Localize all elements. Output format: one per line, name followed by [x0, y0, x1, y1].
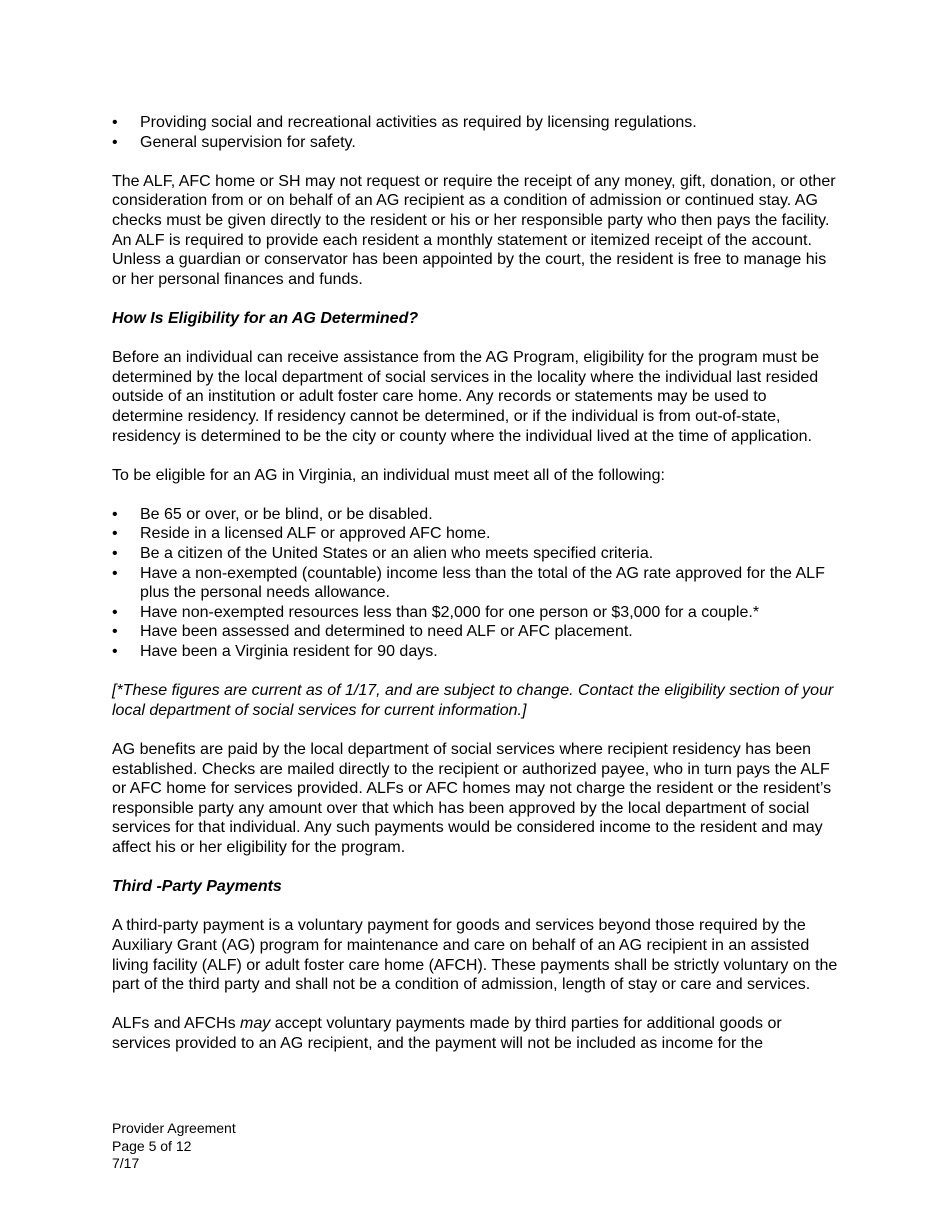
emphasis-may: may — [240, 1015, 271, 1033]
list-item: • Be a citizen of the United States or an alien who meets specified criteria. — [112, 544, 842, 564]
paragraph-payment-restrictions: The ALF, AFC home or SH may not request or require the receipt of any money, gift, donation, or other consideration from or on behalf of an AG recipient as a condition of admission or continued stay. AG checks must be given directly to the resident or his or her responsible party who then pays the facility. An ALF is required to provide each resident a monthly statement or itemized receipt of the account. Unless a guardian or conservator has been appointed by the court, the resident is free to manage his or her personal finances and funds. — [112, 172, 836, 288]
note-figures: [*These figures are current as of 1/17, and are subject to change. Contact the eligibility section of your local department of social services for current information.] — [112, 682, 834, 719]
criteria-bullet-list — [112, 505, 842, 662]
footer-title: Provider Agreement — [112, 1120, 236, 1136]
list-item: • Have a non-exempted (countable) income less than the total of the AG rate approved for the ALF plus the personal needs allowance. — [112, 564, 842, 603]
paragraph-benefits: AG benefits are paid by the local department of social services where recipient residency has been established. Checks are mailed directly to the recipient or authorized payee, who in turn pays the ALF or AFC home for services provided. ALFs or AFC homes may not charge the resident or the resident’s responsible party any amount over that which has been approved by the local department of social services for that individual. Any such payments would be considered income to the resident and may affect his or her eligibility for the program. — [112, 741, 832, 856]
paragraph-voluntary-payments — [112, 1014, 842, 1053]
list-item: • Have been a Virginia resident for 90 days. — [112, 642, 842, 662]
list-item: • Reside in a licensed ALF or approved AFC home. — [112, 524, 842, 544]
paragraph-eligibility: Before an individual can receive assistance from the AG Program, eligibility for the program must be determined by the local department of social services in the locality where the individual last resided outside of an institution or adult foster care home. Any records or statements may be used to determine residency. If residency cannot be determined, or if the individual is from out-of-state, residency is determined to be the city or county where the individual lived at the time of application. — [112, 349, 819, 445]
text-run: ALFs and AFCHs — [112, 1015, 241, 1033]
heading-eligibility: How Is Eligibility for an AG Determined? — [112, 309, 419, 327]
list-item: • General supervision for safety. — [112, 133, 842, 153]
list-item: • Have non-exempted resources less than $2,000 for one person or $3,000 for a couple.* — [112, 603, 842, 623]
intro-bullet-list — [112, 113, 842, 152]
page-footer — [112, 1120, 236, 1173]
paragraph-criteria-intro: To be eligible for an AG in Virginia, an individual must meet all of the following: — [112, 466, 665, 484]
document-body — [112, 113, 842, 1054]
footer-date: 7/17 — [112, 1155, 140, 1171]
list-item: • Be 65 or over, or be blind, or be disabled. — [112, 505, 842, 525]
list-item: • Have been assessed and determined to need ALF or AFC placement. — [112, 622, 842, 642]
list-item: • Providing social and recreational activities as required by licensing regulations. — [112, 113, 842, 133]
footer-page-number: Page 5 of 12 — [112, 1137, 192, 1154]
text-run: accept voluntary payments made by third parties for additional goods or services provided to an AG recipient, and the payment will not be included as income for the — [112, 1015, 782, 1052]
heading-third-party-payments: Third -Party Payments — [112, 878, 282, 896]
paragraph-third-party: A third-party payment is a voluntary payment for goods and services beyond those required by the Auxiliary Grant (AG) program for maintenance and care on behalf of an AG recipient in an assisted living facility (ALF) or adult foster care home (AFCH). These payments shall be strictly voluntary on the part of the third party and shall not be a condition of admission, length of stay or care and services. — [112, 917, 838, 994]
